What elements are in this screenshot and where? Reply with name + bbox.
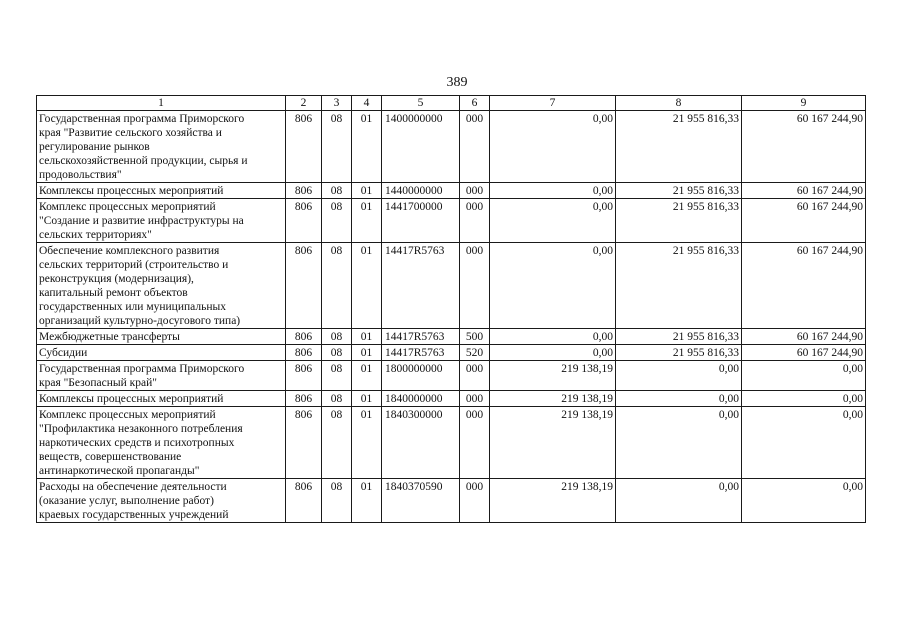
target-article-cell: 14417R5763	[382, 345, 460, 361]
row-name-line: Государственная программа Приморского	[39, 113, 245, 125]
expense-type-cell: 000	[460, 407, 490, 479]
row-name-line: продовольствия"	[39, 169, 122, 181]
row-name-line: капитальный ремонт объектов	[39, 287, 188, 299]
amount-col8-cell: 0,00	[616, 407, 742, 479]
row-name-line: сельскохозяйственной продукции, сырья и	[39, 155, 248, 167]
row-name-line: государственных или муниципальных	[39, 301, 226, 313]
header-cell-8: 8	[616, 96, 742, 111]
row-name-line: наркотических средств и психотропных	[39, 437, 235, 449]
target-article-cell: 1441700000	[382, 199, 460, 243]
ministry-code-cell: 806	[286, 345, 322, 361]
row-name-line: Комплекс процессных мероприятий	[39, 409, 216, 421]
subsection-code-cell: 01	[352, 329, 382, 345]
row-name-cell	[37, 183, 286, 199]
amount-col9-cell: 0,00	[742, 361, 866, 391]
target-article-cell: 1840000000	[382, 391, 460, 407]
row-name-cell	[37, 111, 286, 183]
header-cell-2: 2	[286, 96, 322, 111]
row-name-line: Комплекс процессных мероприятий	[39, 201, 216, 213]
ministry-code-cell: 806	[286, 407, 322, 479]
row-name-cell	[37, 391, 286, 407]
header-cell-5: 5	[382, 96, 460, 111]
target-article-cell: 1440000000	[382, 183, 460, 199]
table-row	[37, 111, 866, 183]
ministry-code-cell: 806	[286, 479, 322, 523]
target-article-cell: 1800000000	[382, 361, 460, 391]
row-name-line: краевых государственных учреждений	[39, 509, 229, 521]
row-name-line: Субсидии	[39, 347, 88, 359]
page-number: 389	[446, 75, 468, 90]
row-name-line: Обеспечение комплексного развития	[39, 245, 220, 257]
subsection-code-cell: 01	[352, 183, 382, 199]
amount-col9-cell: 60 167 244,90	[742, 329, 866, 345]
section-code-cell: 08	[322, 407, 352, 479]
section-code-cell: 08	[322, 199, 352, 243]
table-row	[37, 199, 866, 243]
row-name-line: антинаркотической пропаганды"	[39, 465, 200, 477]
expense-type-cell: 000	[460, 243, 490, 329]
subsection-code-cell: 01	[352, 361, 382, 391]
header-cell-3: 3	[322, 96, 352, 111]
amount-col9-cell: 0,00	[742, 479, 866, 523]
row-name-cell	[37, 243, 286, 329]
subsection-code-cell: 01	[352, 199, 382, 243]
expense-type-cell: 500	[460, 329, 490, 345]
ministry-code-cell: 806	[286, 329, 322, 345]
ministry-code-cell: 806	[286, 183, 322, 199]
amount-col9-cell: 60 167 244,90	[742, 183, 866, 199]
row-name-line: "Профилактика незаконного потребления	[39, 423, 243, 435]
amount-col7-cell: 0,00	[490, 199, 616, 243]
subsection-code-cell: 01	[352, 111, 382, 183]
amount-col8-cell: 21 955 816,33	[616, 329, 742, 345]
ministry-code-cell: 806	[286, 391, 322, 407]
section-code-cell: 08	[322, 183, 352, 199]
row-name-cell	[37, 407, 286, 479]
row-name-line: организаций культурно-досугового типа)	[39, 315, 241, 327]
amount-col8-cell: 0,00	[616, 479, 742, 523]
table-body	[37, 111, 866, 523]
target-article-cell: 1840370590	[382, 479, 460, 523]
expense-type-cell: 000	[460, 391, 490, 407]
amount-col7-cell: 0,00	[490, 183, 616, 199]
expense-type-cell: 000	[460, 111, 490, 183]
ministry-code-cell: 806	[286, 111, 322, 183]
subsection-code-cell: 01	[352, 479, 382, 523]
table-row	[37, 361, 866, 391]
section-code-cell: 08	[322, 329, 352, 345]
row-name-line: Государственная программа Приморского	[39, 363, 245, 375]
subsection-code-cell: 01	[352, 243, 382, 329]
header-cell-4: 4	[352, 96, 382, 111]
amount-col9-cell: 0,00	[742, 407, 866, 479]
row-name-cell	[37, 329, 286, 345]
row-name-line: Межбюджетные трансферты	[39, 331, 180, 343]
amount-col7-cell: 0,00	[490, 329, 616, 345]
amount-col8-cell: 21 955 816,33	[616, 183, 742, 199]
table-row	[37, 329, 866, 345]
header-cell-1: 1	[37, 96, 286, 111]
amount-col9-cell: 60 167 244,90	[742, 243, 866, 329]
header-cell-6: 6	[460, 96, 490, 111]
amount-col7-cell: 219 138,19	[490, 391, 616, 407]
ministry-code-cell: 806	[286, 361, 322, 391]
row-name-line: края "Развитие сельского хозяйства и	[39, 127, 222, 139]
expense-type-cell: 520	[460, 345, 490, 361]
subsection-code-cell: 01	[352, 407, 382, 479]
amount-col7-cell: 0,00	[490, 111, 616, 183]
amount-col8-cell: 0,00	[616, 361, 742, 391]
row-name-line: сельских территориях"	[39, 229, 152, 241]
amount-col8-cell: 21 955 816,33	[616, 243, 742, 329]
amount-col7-cell: 0,00	[490, 345, 616, 361]
section-code-cell: 08	[322, 361, 352, 391]
amount-col9-cell: 0,00	[742, 391, 866, 407]
table-row	[37, 407, 866, 479]
amount-col8-cell: 21 955 816,33	[616, 111, 742, 183]
budget-table	[36, 95, 866, 523]
expense-type-cell: 000	[460, 199, 490, 243]
expense-type-cell: 000	[460, 183, 490, 199]
subsection-code-cell: 01	[352, 345, 382, 361]
row-name-line: сельских территорий (строительство и	[39, 259, 229, 271]
section-code-cell: 08	[322, 479, 352, 523]
amount-col9-cell: 60 167 244,90	[742, 199, 866, 243]
row-name-line: регулирование рынков	[39, 141, 150, 153]
amount-col7-cell: 0,00	[490, 243, 616, 329]
row-name-line: "Создание и развитие инфраструктуры на	[39, 215, 244, 227]
section-code-cell: 08	[322, 345, 352, 361]
header-row	[37, 96, 866, 111]
row-name-line: (оказание услуг, выполнение работ)	[39, 495, 214, 507]
table-row	[37, 183, 866, 199]
expense-type-cell: 000	[460, 479, 490, 523]
target-article-cell: 14417R5763	[382, 243, 460, 329]
amount-col9-cell: 60 167 244,90	[742, 111, 866, 183]
target-article-cell: 1840300000	[382, 407, 460, 479]
row-name-line: Комплексы процессных мероприятий	[39, 185, 224, 197]
section-code-cell: 08	[322, 111, 352, 183]
amount-col7-cell: 219 138,19	[490, 361, 616, 391]
amount-col7-cell: 219 138,19	[490, 479, 616, 523]
subsection-code-cell: 01	[352, 391, 382, 407]
row-name-line: Расходы на обеспечение деятельности	[39, 481, 227, 493]
amount-col8-cell: 21 955 816,33	[616, 345, 742, 361]
row-name-cell	[37, 361, 286, 391]
table-row	[37, 479, 866, 523]
expense-type-cell: 000	[460, 361, 490, 391]
amount-col8-cell: 21 955 816,33	[616, 199, 742, 243]
ministry-code-cell: 806	[286, 199, 322, 243]
row-name-line: края "Безопасный край"	[39, 377, 157, 389]
amount-col8-cell: 0,00	[616, 391, 742, 407]
header-cell-9: 9	[742, 96, 866, 111]
amount-col9-cell: 60 167 244,90	[742, 345, 866, 361]
row-name-cell	[37, 479, 286, 523]
target-article-cell: 1400000000	[382, 111, 460, 183]
row-name-line: веществ, совершенствование	[39, 451, 182, 463]
row-name-cell	[37, 199, 286, 243]
row-name-line: реконструкция (модернизация),	[39, 273, 194, 285]
target-article-cell: 14417R5763	[382, 329, 460, 345]
ministry-code-cell: 806	[286, 243, 322, 329]
amount-col7-cell: 219 138,19	[490, 407, 616, 479]
table-row	[37, 243, 866, 329]
header-cell-7: 7	[490, 96, 616, 111]
section-code-cell: 08	[322, 391, 352, 407]
table-row	[37, 345, 866, 361]
table-row	[37, 391, 866, 407]
row-name-line: Комплексы процессных мероприятий	[39, 393, 224, 405]
row-name-cell	[37, 345, 286, 361]
section-code-cell: 08	[322, 243, 352, 329]
